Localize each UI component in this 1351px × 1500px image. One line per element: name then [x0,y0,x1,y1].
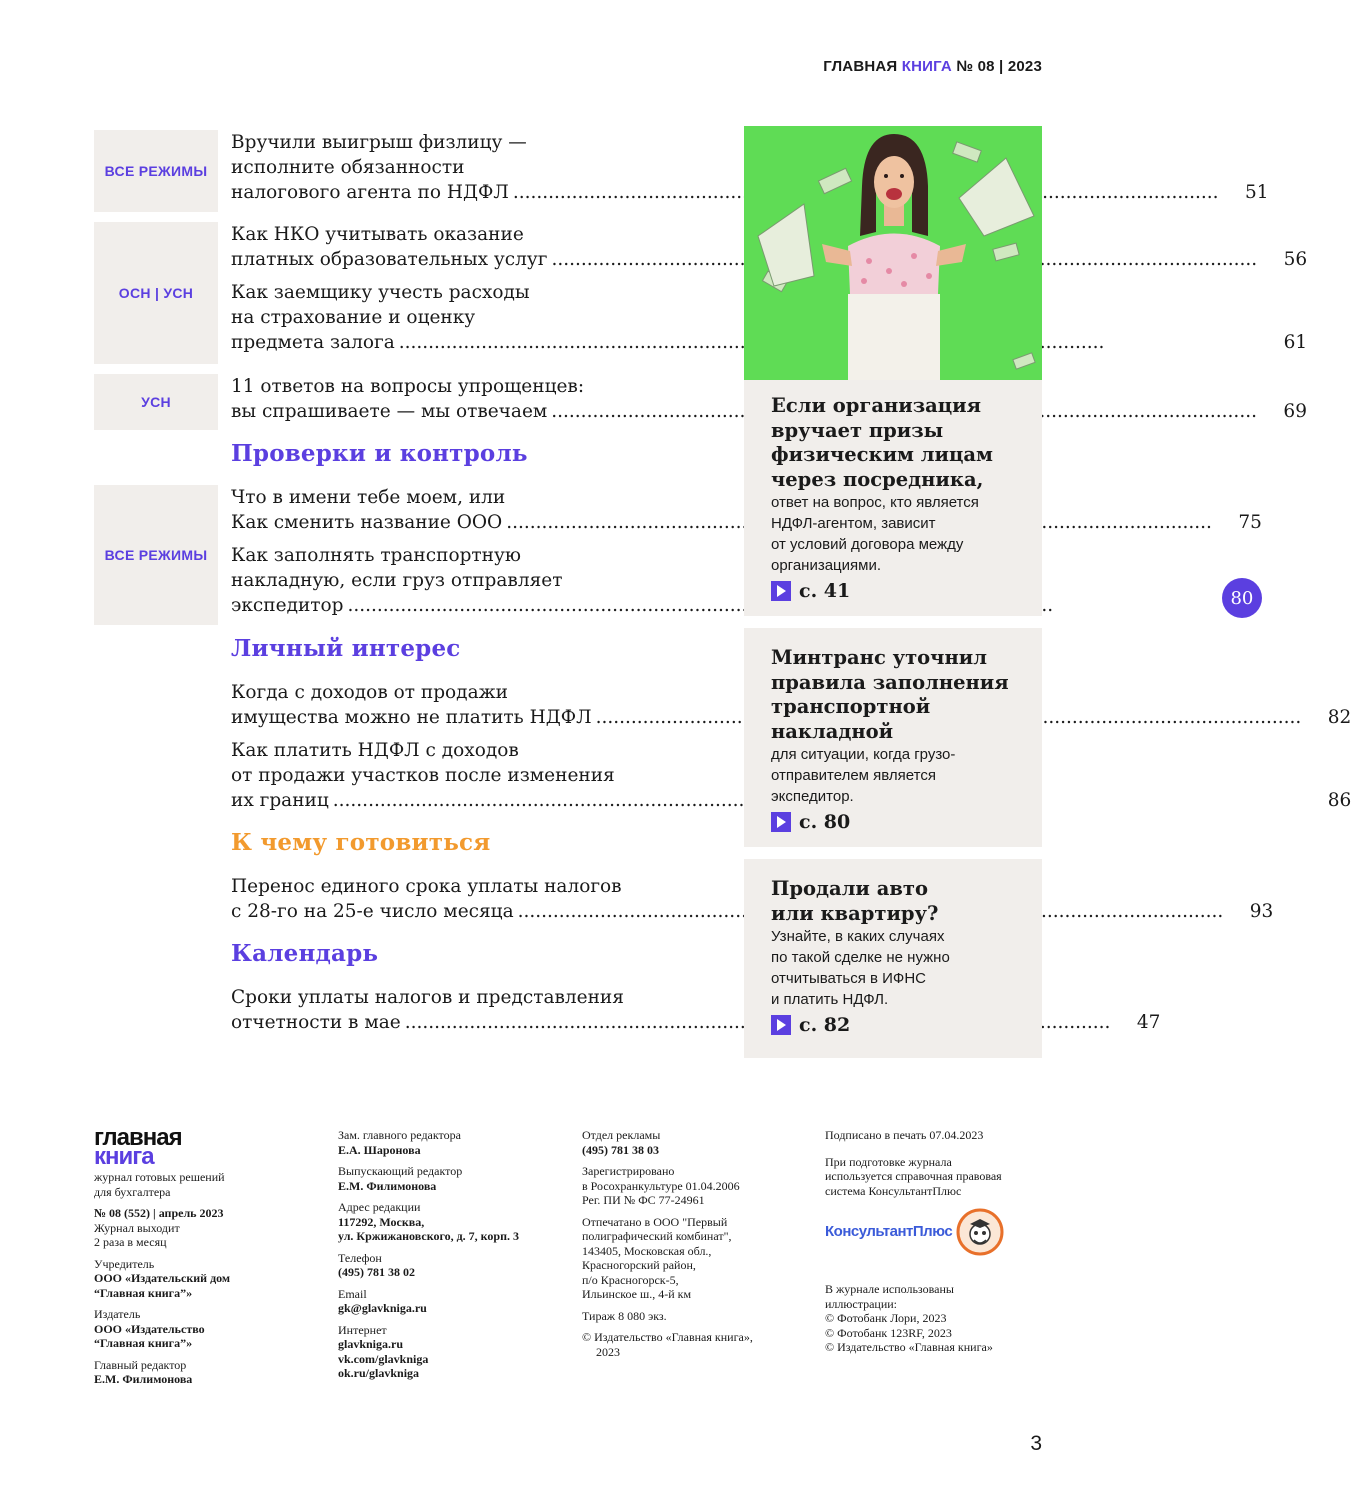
registration: Зарегистрировано [582,1164,675,1178]
entry-page-number: 61 [1283,332,1308,353]
sidebar [744,126,1042,1058]
card-title-line: через посредника, [771,467,984,491]
logo-line: главная [94,1124,182,1151]
registration: в Росохранкультуре 01.04.2006 [582,1178,740,1193]
card-title-line: накладной [771,719,894,743]
illustration-credit: © Издательство «Главная книга» [825,1340,993,1354]
card-page-ref: с. 82 [799,1014,851,1036]
card-title-line: физическим лицам [771,443,993,466]
deputy-editor: Е.А. Шаронова [338,1142,421,1157]
address: 117292, Москва, [338,1214,425,1229]
phone[interactable]: (495) 781 38 02 [338,1265,415,1279]
entry-line: Как платить НДФЛ с доходов [231,740,519,761]
card-page-link[interactable] [771,811,1026,833]
card-page-link[interactable] [771,1014,1026,1036]
imprint-col-4 [825,1128,1044,1362]
illustrations-label: иллюстрации: [825,1296,898,1311]
sidebar-card-mintrans[interactable] [744,628,1042,847]
entry-line: их границ [231,790,329,811]
card-title-line: правила заполнения [771,670,1009,694]
tagline: журнал готовых решений [94,1170,225,1184]
card-title-line: Продали авто [771,877,928,900]
circulation: Тираж 8 080 экз. [582,1308,667,1323]
imprint-col-2 [338,1128,568,1388]
signed-date: Подписано в печать 07.04.2023 [825,1128,984,1142]
ok-link[interactable]: ok.ru/glavkniga [338,1366,420,1380]
card-title-line: Минтранс уточнил [771,646,987,669]
entry-line: налогового агента по НДФЛ [231,182,509,203]
entry-line: Сроки уплаты налогов и представления [231,987,624,1008]
entry-line: Перенос единого срока уплаты налогов [231,876,622,897]
publisher: “Главная книга”» [94,1336,193,1350]
rubric-label: ОСН | УСН [94,222,218,366]
card-page-ref: с. 80 [799,811,851,833]
copyright: © Издательство «Главная книга», [582,1330,753,1344]
entry-line: имущества можно не платить НДФЛ [231,707,592,728]
deputy-editor-label: Зам. главного редактора [338,1128,461,1142]
entry-page-number: 47 [1136,1012,1161,1033]
entry-line: Вручили выигрыш физлицу — [231,132,527,153]
card-title-line: вручает призы [771,418,944,442]
ads-label: Отдел рекламы [582,1128,661,1142]
entry-line: предмета залога [231,332,395,353]
entry-line: экспедитор [231,595,344,616]
entry-line: на страхование и оценку [231,307,476,328]
card-page-ref: с. 41 [799,580,851,602]
founder: ООО «Издательский дом [94,1271,231,1285]
illustration-credit: © Фотобанк Лори, 2023 [825,1311,947,1325]
entry-page-number: 75 [1238,512,1262,533]
entry-page-number-highlighted: 80 [1222,578,1262,618]
section-title-inspections: Проверки и контроль [231,440,528,467]
magazine-logo [94,1124,314,1170]
sidebar-card-prizes[interactable] [744,380,1042,616]
entry-line: Когда с доходов от продажи [231,682,508,703]
card-text-line: Узнайте, в каких случаях [771,928,945,945]
entry-line: с 28-го на 25-е число месяца [231,901,514,922]
copyright: 2023 [596,1344,620,1359]
card-text-line: и платить НДФЛ. [771,991,889,1008]
section-title-personal-interest: Личный интерес [231,635,461,662]
entry-line: платных образовательных услуг [231,249,548,270]
entry-line: вы спрашиваете — мы отвечаем [231,401,548,422]
card-text-line: по такой сделке не нужно [771,949,950,966]
card-title-line: Если организация [771,394,982,417]
toc-group-osn-usn [94,222,1308,366]
entry-line: Как сменить название ООО [231,512,503,533]
web-label: Интернет [338,1322,387,1337]
entry-line: накладную, если груз отправляет [231,570,563,591]
issue-number: № 08 (552) | апрель 2023 [94,1206,224,1220]
imprint-col-3 [582,1128,802,1366]
website-link[interactable]: glavkniga.ru [338,1337,404,1351]
rubric-label: ВСЕ РЕЖИМЫ [94,485,218,627]
page-header [823,58,1042,75]
card-text-line: ответ на вопрос, кто является [771,494,979,511]
section-title-get-ready: К чему готовиться [231,829,491,856]
ads-phone[interactable]: (495) 781 38 03 [582,1142,659,1157]
founder-label: Учредитель [94,1256,155,1271]
publisher-label: Издатель [94,1307,141,1321]
card-text-line: отчитываться в ИФНС [771,970,927,987]
entry-line: Как НКО учитывать оказание [231,224,524,245]
sidebar-card-property-sale[interactable] [744,859,1042,1058]
card-text-line: НДФЛ-агентом, зависит [771,515,936,532]
legal-system: При подготовке журнала [825,1154,952,1169]
consultantplus-emblem-icon [956,1208,1004,1256]
card-text-line: организациями. [771,557,882,574]
entry-line: от продажи участков после изменения [231,765,615,786]
chief-editor: Е.М. Филимонова [94,1372,193,1386]
card-title-line: транспортной [771,695,931,718]
entry-page-number: 93 [1249,901,1274,922]
entry-page-number: 51 [1244,182,1269,203]
play-arrow-icon [771,1015,791,1035]
toc-group-all-regimes [94,130,1269,214]
entry-line: исполните обязанности [231,157,465,178]
frequency: Журнал выходит [94,1220,180,1235]
entry-line: 11 ответов на вопросы упрощенцев: [231,376,585,397]
card-text-line: от условий договора между [771,536,964,553]
header-issue: № 08 | 2023 [951,58,1042,75]
card-title-line: или квартиру? [771,901,939,925]
printer: полиграфический комбинат", [582,1229,732,1243]
illustration-credit: © Фотобанк 123RF, 2023 [825,1325,952,1340]
printer: 143405, Московская обл., [582,1243,712,1258]
card-text-line: отправителем является [771,767,936,784]
publisher: ООО «Издательство [94,1321,205,1336]
entry-line: Как заполнять транспортную [231,545,521,566]
entry-page-number: 82 [1327,707,1351,728]
rubric-label: ВСЕ РЕЖИМЫ [94,130,218,214]
email-label: Email [338,1286,367,1301]
entry-line: Что в имени тебе моем, или [231,487,506,508]
printer: Отпечатано в ООО "Первый [582,1214,728,1229]
entry-line: Как заемщику учесть расходы [231,282,530,303]
logo-line: книга [94,1143,154,1170]
illustrations-label: В журнале использованы [825,1282,954,1296]
section-title-calendar: Календарь [231,940,379,967]
promo-photo [744,126,1042,380]
printer: Красногорский район, [582,1258,696,1272]
registration: Рег. ПИ № ФС 77-24961 [582,1193,705,1207]
entry-line: отчетности в мае [231,1012,401,1033]
entry-page-number: 69 [1283,401,1307,422]
phone-label: Телефон [338,1250,382,1265]
legal-system: используется справочная правовая [825,1169,1002,1183]
card-page-link[interactable] [771,580,1026,602]
vk-link[interactable]: vk.com/glavkniga [338,1351,429,1366]
address: ул. Кржижановского, д. 7, корп. 3 [338,1229,520,1243]
rubric-label: УСН [94,374,218,432]
frequency: 2 раза в месяц [94,1235,167,1249]
founder: “Главная книга”» [94,1285,193,1300]
entry-page-number: 56 [1283,249,1308,270]
header-magazine-name-accent: КНИГА [901,58,952,75]
email-link[interactable]: gk@glavkniga.ru [338,1301,427,1315]
issuing-editor: Е.М. Филимонова [338,1178,437,1193]
chief-editor-label: Главный редактор [94,1357,187,1372]
imprint-col-1 [94,1124,314,1394]
legal-system: система КонсультантПлюс [825,1183,962,1198]
printer: п/о Красногорск-5, [582,1272,679,1287]
card-text-line: экспедитор. [771,788,854,805]
consultantplus-logo [825,1208,1044,1256]
header-magazine-name: ГЛАВНАЯ [823,58,902,75]
woman-with-money-illustration [744,126,1042,380]
page-number: 3 [1030,1432,1042,1455]
tagline: для бухгалтера [94,1184,171,1199]
issuing-editor-label: Выпускающий редактор [338,1164,463,1178]
card-text-line: для ситуации, когда грузо- [771,746,956,763]
toc-entries [218,485,1262,627]
entry-page-number: 86 [1327,790,1351,811]
address-label: Адрес редакции [338,1200,421,1214]
consultantplus-logo-text: КонсультантПлюс [825,1222,953,1240]
play-arrow-icon [771,581,791,601]
printer: Ильинское ш., 4-й км [582,1287,692,1301]
play-arrow-icon [771,812,791,832]
